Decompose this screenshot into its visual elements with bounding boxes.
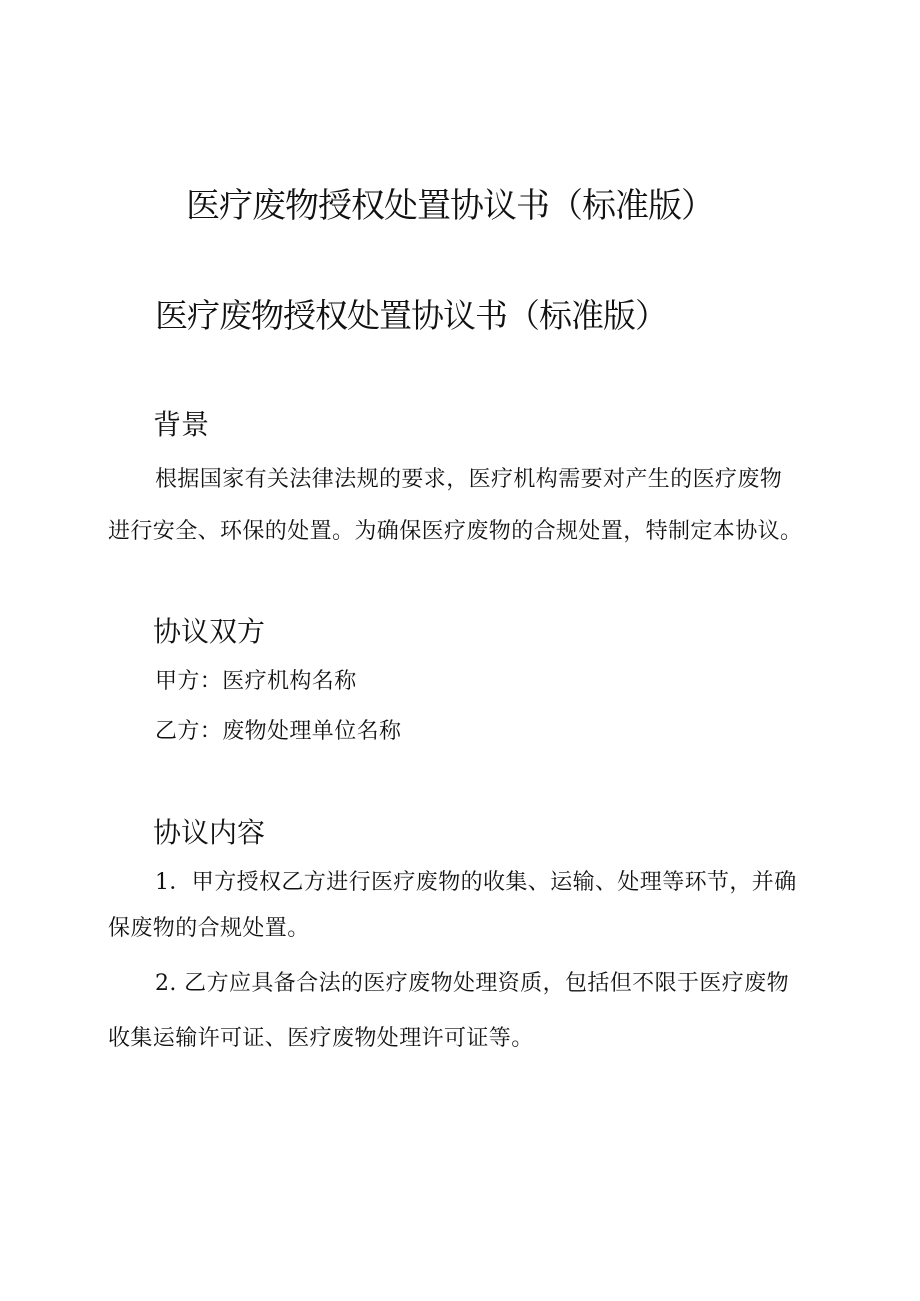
background-line-2: 进行安全、环保的处置。为确保医疗废物的合规处置，特制定本协议。 [108,519,803,544]
section-heading-parties: 协议双方 [153,615,266,648]
document-subtitle: 医疗废物授权处置协议书（标准版） [155,296,667,335]
content-item-1-line-1: 1．甲方授权乙方进行医疗废物的收集、运输、处理等环节，并确 [155,870,797,895]
section-heading-content: 协议内容 [153,816,266,849]
background-line-1: 根据国家有关法律法规的要求，医疗机构需要对产生的医疗废物 [155,467,783,492]
content-item-2-line-1: 2. 乙方应具备合法的医疗废物处理资质，包括但不限于医疗废物 [155,971,789,996]
content-item-2-line-2: 收集运输许可证、医疗废物处理许可证等。 [108,1026,534,1051]
content-item-1-line-2: 保废物的合规处置。 [108,916,310,941]
party-a-line: 甲方：医疗机构名称 [155,669,357,694]
section-heading-background: 背景 [153,408,210,441]
document-title: 医疗废物授权处置协议书（标准版） [186,186,714,226]
party-b-line: 乙方：废物处理单位名称 [155,719,402,744]
